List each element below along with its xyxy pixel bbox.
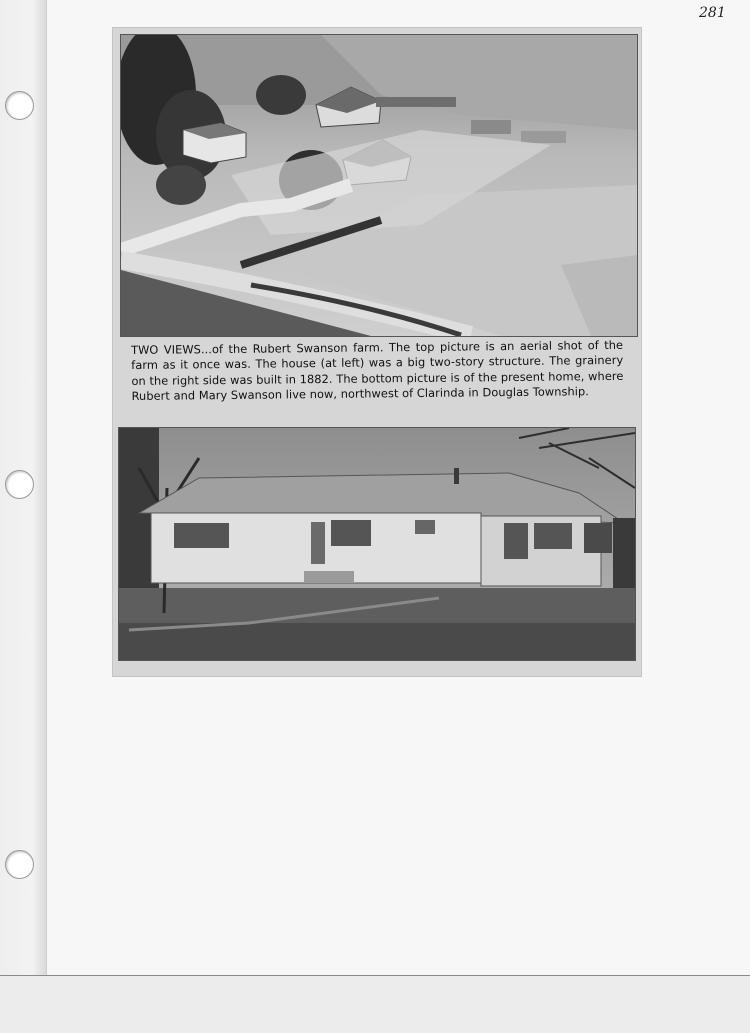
aerial-farm-photo [120, 34, 638, 337]
binder-hole-icon [5, 850, 34, 879]
binder-hole-icon [5, 91, 34, 120]
house-photo [118, 427, 636, 661]
binder-margin [0, 0, 47, 975]
page-number: 281 [699, 5, 726, 21]
binder-hole-icon [5, 470, 34, 499]
photo-caption: TWO VIEWS...of the Rubert Swanson farm. The top picture is an aerial shot of the farm as it once was. The house (at left) was a big two-story structure. The grainery on the right side was built in 1882. The bottom picture is of the present home, where Rubert and Mary Swanson live now, northwest of Clarinda in Douglas Township. [131, 337, 624, 404]
